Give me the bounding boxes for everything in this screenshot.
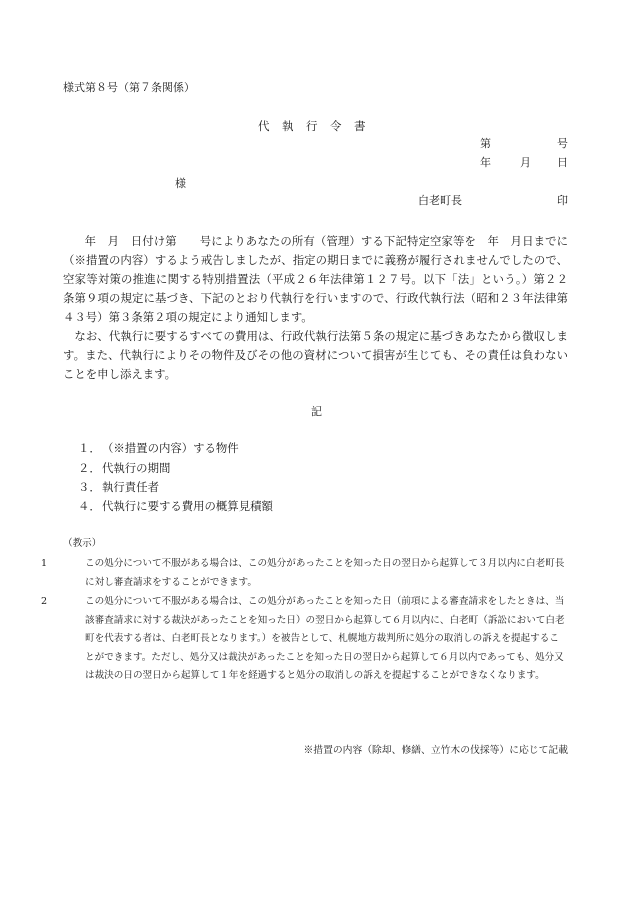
list-item <box>78 460 170 477</box>
list-item <box>78 498 273 515</box>
body-paragraph-2: なお、代執行に要するすべての費用は、行政代執行法第５条の規定に基づきあなたから徴収します。また、代執行によりその物件及びその他の資材について損害が生じても、その責任は負わないことを申し添えます。 <box>63 329 568 381</box>
list-item <box>78 479 159 496</box>
notice-item <box>41 593 568 686</box>
form-label: 様式第８号（第７条関係） <box>63 81 195 94</box>
issuer-name: 白老町長 <box>418 194 462 207</box>
notice-number: 1 <box>41 558 48 569</box>
ki-heading: 記 <box>311 405 322 418</box>
body-paragraph-1: 年 月 日付け第 号によりあなたの所有（管理）する下記特定空家等を 年 月日までに（※措置の内容）するよう戒告しましたが、指定の期日までに義務が履行されませんでしたので、空家等対策の推進に関する特別措置法（平成２６年法律第１２７号。以下「法」という。）第２２条第９項の規定に基づき、下記のとおり代執行を行いますので、行政代執行法（昭和２３年法律第４３号）第３条第２項の規定により通知します。 <box>63 234 568 324</box>
list-item <box>78 440 239 457</box>
list-item-number: ３． <box>78 480 101 494</box>
addressee-suffix: 様 <box>175 177 186 190</box>
notice-number: 2 <box>41 596 48 607</box>
date-year: 年 <box>480 156 491 169</box>
list-item-text: 代執行に要する費用の概算見積額 <box>102 499 273 513</box>
list-item-number: ４． <box>78 499 101 513</box>
list-item-number: ２． <box>78 461 101 475</box>
seal-mark: 印 <box>557 194 568 207</box>
document-title: 代 執 行 令 書 <box>258 119 366 133</box>
notice-item <box>41 555 568 592</box>
list-item-text: 代執行の期間 <box>102 461 171 475</box>
list-item-number: １． <box>78 441 101 455</box>
number-prefix: 第 <box>480 137 491 150</box>
date-day: 日 <box>557 156 568 169</box>
footnote: ※措置の内容（除却、修繕、立竹木の伐採等）に応じて記載 <box>303 745 568 756</box>
list-item-text: （※措置の内容）する物件 <box>102 441 239 455</box>
notice-text: この処分について不服がある場合は、この処分があったことを知った日（前項による審査請求をしたときは、当該審査請求に対する裁決があったことを知った日）の翌日から起算して６月以内に、白老町（訴訟において白老町を代表する者は、白老町長となります。）を被告として、札幌地方裁判所に処分の取消しの訴えを提起することができます。ただし、処分又は裁決があったことを知った日の翌日から起算して６月以内であっても、処分又は裁決の日の翌日から起算して１年を経過すると処分の取消しの訴えを提起することができなくなります。 <box>85 596 565 681</box>
list-item-text: 執行責任者 <box>102 480 159 494</box>
notice-text: この処分について不服がある場合は、この処分があったことを知った日の翌日から起算して３月以内に白老町長に対し審査請求をすることができます。 <box>85 558 565 588</box>
date-month: 月 <box>520 156 531 169</box>
number-suffix: 号 <box>557 137 568 150</box>
notice-header: （教示） <box>63 538 102 549</box>
